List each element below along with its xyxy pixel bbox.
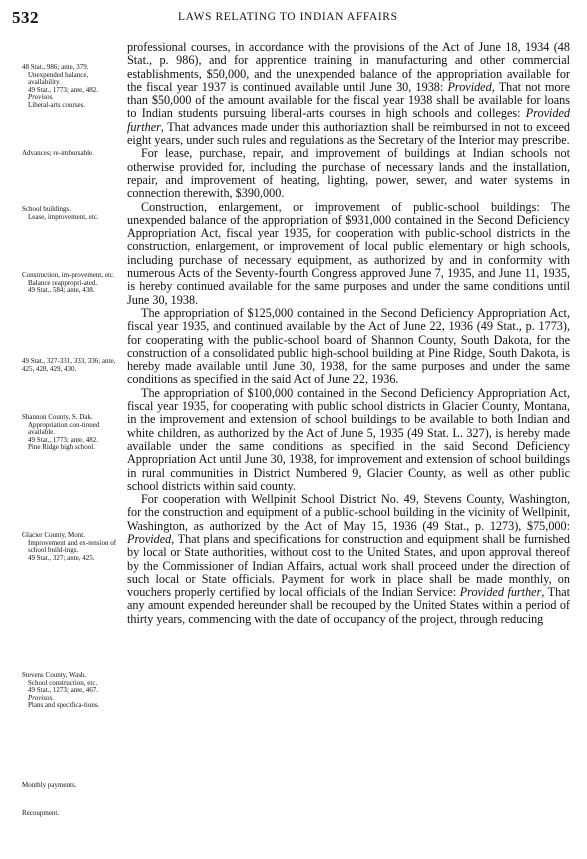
margin-note-line: Balance reappropri-ated. [28, 278, 98, 287]
margin-note-stevens-county [22, 672, 122, 710]
paragraph-glacier-county [127, 387, 570, 493]
margin-note-line: Unexpended balance, availability. [28, 70, 89, 87]
margin-note-line: 49 Stat., 1773; ante, 482. [28, 85, 98, 94]
proviso-text: Provided further [459, 585, 542, 600]
paragraph-text: For cooperation with Wellpinit School District No. 49, Stevens County, Washington, for the construction and equipment of a public-school building in the vicinity of Wellpinit, Washington, as authorized by the Act of May 15, 1936 (49 Stat., p. 1273), $75,000: [127, 492, 570, 533]
running-head: LAWS RELATING TO INDIAN AFFAIRS [178, 11, 398, 23]
proviso-text: Provided [127, 531, 172, 546]
main-text [127, 41, 570, 626]
paragraph-text: , That plans and specifications for construction and equipment shall be furnished by local or State authorities, without cost to the United States, and upon approval thereof by the Commissioner of Indian Affairs, actual work shall proceed under the direction of such local or State officials. Payment for work in place shall be made monthly, on vouchers properly certified by local officials of the Indian Service: [127, 531, 570, 600]
margin-note-line: Lease, improvement, etc. [28, 212, 99, 221]
paragraph-text: , That not more than $50,000 of the amount available for the fiscal year 1938 shall be available for loans to Indian students pursuing liberal-arts courses in high schools and colleges: [127, 79, 570, 121]
margin-note-line: 49 Stat., 327; ante, 425. [28, 553, 95, 562]
paragraph-text: The appropriation of $125,000 contained in the Second Deficiency Appropriation Act, fiscal year 1935, and continued available by the Act of June 22, 1936 (49 Stat., p. 1773), for cooperating with the public-school board of Shannon County, South Dakota, for the construction of a consolidated public high-school building at Pine Ridge, South Dakota, is hereby made available until June 30, 1938, for the same purposes and under the same conditions as specified in the said Act of June 22, 1936. [127, 305, 570, 387]
margin-note-monthly-payments [22, 782, 122, 790]
margin-note-line: 49 Stat., 1773; ante, 482. [28, 435, 98, 444]
paragraph-text: , That any amount expended hereunder shall be recouped by the United States within a period of thirty years, commencing with the date of occupancy of the project, through reducing [127, 585, 570, 626]
paragraph-shannon-county [127, 307, 570, 387]
margin-note-line: 49 Stat., 327-331, 333, 336; ante, 425, 428, 429, 430. [22, 357, 116, 373]
margin-note-line: Liberal-arts courses. [28, 100, 86, 109]
margin-notes [0, 0, 122, 859]
margin-note-line: Provisos. [28, 93, 54, 102]
margin-note-line: Provisos. [28, 693, 54, 702]
paragraph-text: , That advances made under this authoriaztion shall be reimbursed in not to exceed eight years, under such rules and regulations as the Secretary of the Interior may prescribe. [127, 119, 570, 148]
margin-note-line: Monthly payments. [22, 781, 77, 789]
margin-note-line: Advances; re-imbursable. [22, 149, 94, 157]
paragraph-text: The appropriation of $100,000 contained in the Second Deficiency Appropriation Act, fiscal year 1935, for cooperating with public school districts in Glacier County, Montana, in the improvement and extension of school buildings to be available to both Indian and white children, as authorized by the Act of June 5, 1935 (49 Stat. L. 327), is hereby made available under the same conditions as specified in the said Second Deficiency Appropriation Act until June 30, 1938, for improvement and extension of school buildings in rural communities in District Numbered 9, Glacier County, as well as other public school districts within said county. [127, 385, 570, 493]
margin-note-line: School buildings. [22, 205, 72, 213]
margin-note-line: Pine Ridge high school. [28, 443, 95, 452]
margin-note-stat-327 [22, 358, 122, 373]
margin-note-line: Plans and specifica-tions. [28, 701, 100, 710]
margin-note-line: Stevens County, Wash. [22, 671, 87, 679]
proviso-text: Provided [447, 79, 492, 94]
margin-note-line: Recoupment. [22, 809, 60, 817]
paragraph-professional-courses [127, 41, 570, 147]
margin-note-line: 49 Stat., 1273; ante, 467. [28, 686, 98, 695]
margin-note-line: School construction, etc. [28, 678, 98, 687]
margin-note-advances [22, 150, 122, 158]
paragraph-school-buildings [127, 147, 570, 200]
margin-note-line: Improvement and ex-tension of school build-ings. [28, 538, 117, 555]
margin-note-school-buildings [22, 206, 122, 221]
paragraph-text: professional courses, in accordance with the provisions of the Act of June 18, 1934 (48 Stat., p. 986), and for apprentice training in manufacturing and other commercial establishments, $50,000, and the unexpended balance of the appropriation available for the fiscal year 1937 is continued available until June 30, 1938: [127, 40, 570, 94]
margin-note-line: Glacier County, Mont. [22, 531, 85, 539]
margin-note-line: Appropriation con-tinued available. [28, 420, 100, 437]
paragraph-construction [127, 201, 570, 307]
margin-note-shannon-county [22, 414, 122, 452]
page-number: 532 [12, 8, 39, 27]
paragraph-text: Construction, enlargement, or improvement of public-school buildings: The unexpended balance of the appropriation of $931,000 contained in the Second Deficiency Appropriation Act, fiscal year 1935, for cooperation with public-school districts in the construction, enlargement, or improvement of local public elementary or high schools, including purchase of necessary equipment, as authorized by and in conformity with numerous Acts of the Seventy-fourth Congress approved June 7, 1935, and June 11, 1935, is hereby continued available for the same purposes and under the same conditions until June 30, 1938. [127, 199, 570, 307]
margin-note-line: Shannon County, S. Dak. [22, 413, 93, 421]
margin-note-line: Construction, im-provement, etc. [22, 271, 115, 279]
paragraph-text: For lease, purchase, repair, and improvement of buildings at Indian schools not otherwise provided for, including the purchase of necessary lands and the installation, repair, and improvement of heating, lighting, power, sewer, and water systems in connection therewith, $390,000. [127, 146, 570, 201]
margin-note-stat-986 [22, 64, 122, 110]
margin-note-line: 49 Stat., 584; ante, 438. [28, 286, 95, 295]
margin-note-glacier-county [22, 532, 122, 562]
margin-note-construction [22, 272, 122, 295]
margin-note-line: 48 Stat., 986; ante, 379. [22, 63, 89, 71]
margin-note-recoupment [22, 810, 122, 818]
paragraph-stevens-county [127, 493, 570, 626]
proviso-text: Provided further [127, 106, 570, 134]
